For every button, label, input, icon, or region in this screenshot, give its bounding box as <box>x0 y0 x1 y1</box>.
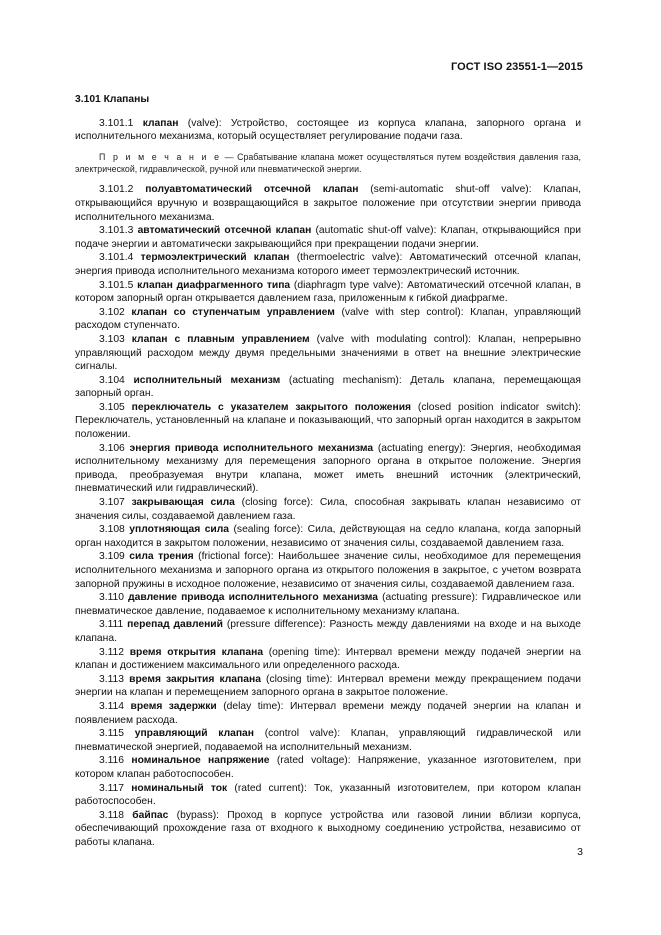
definition-entry <box>75 374 581 401</box>
document-header: ГОСТ ISO 23551-1—2015 <box>450 61 583 73</box>
entry-definition: (frictional force): Наибольшее значение силы, необходимое для перемещения исполнительного механизма и запорного органа из открытого положения в закрытое, с учетом возврата запорной пружины в исходное положение, независимо от значения силы, создаваемой давлением газа. <box>75 551 581 590</box>
entry-number: 3.108 <box>99 524 125 536</box>
entry-term: переключатель с указателем закрытого положения <box>131 401 412 413</box>
entry-term: номинальное напряжение <box>131 755 270 767</box>
entry-term: сила трения <box>129 551 194 563</box>
entry-term: давление привода исполнительного механизма <box>128 592 379 604</box>
entry-definition: (actuating energy): Энергия, необходимая исполнительному механизму для перемещения запорного органа в открытое положение. Энергия привода, преобразуемая внутри клапана, может иметь внешний источник (электрический, пневматический или гидравлический). <box>75 442 581 495</box>
entry-definition: (closing force): Сила, способная закрывать клапан независимо от значения силы, создаваемой давлением газа. <box>75 497 581 522</box>
entry-number: 3.104 <box>99 374 125 386</box>
entry-definition: (valve with modulating control): Клапан, непрерывно управляющий расходом между двумя предельными значениями в ответ на внешние электрические сигналы. <box>75 333 581 373</box>
definition-entry <box>75 117 581 144</box>
entry-definition: (bypass): Проход в корпусе устройства или газовой линии вблизи корпуса, обеспечивающий прохождение газа от входного к выходному соединению устройства, независимо от работы клапана. <box>75 809 581 848</box>
entry-number: 3.101.2 <box>99 184 134 196</box>
definition-entry <box>75 523 581 550</box>
document-body <box>75 93 581 849</box>
entry-term: время закрытия клапана <box>129 673 261 685</box>
entry-definition: (valve with step control): Клапан, управляющий расходом ступенчато. <box>75 306 581 332</box>
entry-term: байпас <box>132 809 169 821</box>
entry-number: 3.113 <box>99 673 125 685</box>
entry-term: клапан с плавным управлением <box>131 333 310 345</box>
note-label: П р и м е ч а н и е <box>99 151 222 162</box>
definition-entry <box>75 279 581 306</box>
definition-entry <box>75 673 581 700</box>
entry-term: время открытия клапана <box>129 646 264 658</box>
definition-entry <box>75 727 581 754</box>
entry-number: 3.102 <box>99 306 125 318</box>
entry-term: автоматический отсечной клапан <box>137 225 312 237</box>
entry-number: 3.112 <box>99 646 125 658</box>
section-title: 3.101 Клапаны <box>75 94 150 105</box>
definition-entry <box>75 224 581 251</box>
entry-definition: (sealing force): Сила, действующая на седло клапана, когда запорный орган находится в закрытом положении, независимо от значения силы, создаваемой давлением газа. <box>75 524 581 549</box>
definition-entry <box>75 550 581 591</box>
entry-term: закрывающая сила <box>131 497 235 509</box>
entry-number: 3.107 <box>99 497 125 509</box>
entry-definition: (actuating mechanism): Деталь клапана, перемещающая запорный орган. <box>75 374 581 400</box>
entry-term: клапан <box>142 117 179 129</box>
entry-term: клапан диафрагменного типа <box>137 279 291 291</box>
entry-term: уплотняющая сила <box>129 524 230 536</box>
definition-list <box>75 183 581 849</box>
entry-definition: (closed position indicator switch): Переключатель, установленный на клапане и показывающий, что запорный орган находится в закрытом положении. <box>75 401 581 441</box>
entry-number: 3.111 <box>99 619 124 631</box>
entry-number: 3.114 <box>99 700 125 712</box>
definition-entry <box>75 251 581 278</box>
definition-entry <box>75 754 581 781</box>
entry-term: управляющий клапан <box>134 728 255 740</box>
definition-entry <box>75 782 581 809</box>
entry-definition: (semi-automatic shut-off valve): Клапан, открывающийся вручную и возвращающийся в закрытое положение при отсутствии энергии привода исполнительного механизма. <box>75 184 581 223</box>
entry-term: исполнительный механизм <box>133 374 281 386</box>
definition-entry <box>75 809 581 850</box>
definition-entry <box>75 401 581 442</box>
entry-number: 3.118 <box>99 809 125 821</box>
definition-entry <box>75 333 581 374</box>
entry-definition: (actuating pressure): Гидравлическое или пневматическое давление, подаваемое к исполнительному механизму клапана. <box>75 592 582 617</box>
definition-entry <box>75 306 581 333</box>
entry-number: 3.103 <box>99 333 125 345</box>
definition-entry <box>75 442 581 496</box>
definition-entry <box>75 496 581 523</box>
entry-term: клапан со ступенчатым управлением <box>131 306 335 318</box>
entry-term: время задержки <box>130 700 217 712</box>
entry-definition: (rated current): Ток, указанный изготовителем, при котором клапан работоспособен. <box>75 782 581 808</box>
definition-entry <box>75 700 581 727</box>
entry-definition: (automatic shut-off valve): Клапан, открывающийся при подаче энергии и автоматически закрывающийся при прекращении подачи энергии. <box>75 225 581 250</box>
entry-number: 3.110 <box>99 592 125 604</box>
entry-definition: (pressure difference): Разность между давлениями на входе и на выходе клапана. <box>75 619 581 644</box>
entry-definition: (thermoelectric valve): Автоматический отсечной клапан, энергия привода исполнительного механизма которого имеет термоэлектрический источник. <box>75 252 581 277</box>
entry-definition: (rated voltage): Напряжение, указанное изготовителем, при котором клапан работоспособен. <box>75 755 581 780</box>
entry-number: 3.109 <box>99 551 125 563</box>
definition-entry <box>75 646 581 673</box>
entry-term: перепад давлений <box>127 619 223 631</box>
definition-entry <box>75 618 581 645</box>
note-text: — Срабатывание клапана может осуществляться путем воздействия давления газа, электрической, гидравлической, ручной или пневматической энергии. <box>75 151 581 174</box>
entry-number: 3.101.1 <box>99 117 134 129</box>
entry-definition: (diaphragm type valve): Автоматический отсечной клапан, в котором запорный орган открывается давлением газа, приложенным к гибкой диафрагме. <box>75 279 581 305</box>
note <box>75 152 581 176</box>
definition-entry <box>75 183 581 224</box>
page-number: 3 <box>577 846 583 858</box>
entry-term: термоэлектрический клапан <box>140 252 290 264</box>
entry-definition: (valve): Устройство, состоящее из корпуса клапана, запорного органа и исполнительного механизма, который осуществляет регулирование подачи газа. <box>75 117 581 143</box>
entry-term: энергия привода исполнительного механизма <box>129 442 374 454</box>
entry-definition: (control valve): Клапан, управляющий гидравлической или пневматической энергией, подаваемой на исполнительный механизм. <box>75 728 582 753</box>
entry-term: номинальный ток <box>131 782 228 794</box>
entry-number: 3.101.5 <box>99 279 134 291</box>
entry-number: 3.105 <box>99 401 125 413</box>
entry-definition: (opening time): Интервал времени между подачей энергии на клапан и достижением максимального или определенного расхода. <box>75 646 581 672</box>
entry-term: полуавтоматический отсечной клапан <box>145 184 359 196</box>
entry-number: 3.101.3 <box>99 225 134 237</box>
entry-number: 3.115 <box>99 728 125 740</box>
entry-number: 3.116 <box>99 755 125 767</box>
definition-entry <box>75 591 581 618</box>
entry-number: 3.101.4 <box>99 252 134 264</box>
entry-number: 3.117 <box>99 782 125 794</box>
entry-number: 3.106 <box>99 442 125 454</box>
entry-definition: (delay time): Интервал времени между подачей энергии на клапан и появлением расхода. <box>75 700 581 726</box>
entry-definition: (closing time): Интервал времени между прекращением подачи энергии на клапан и перемещением запорного органа в закрытое положение. <box>75 673 581 699</box>
